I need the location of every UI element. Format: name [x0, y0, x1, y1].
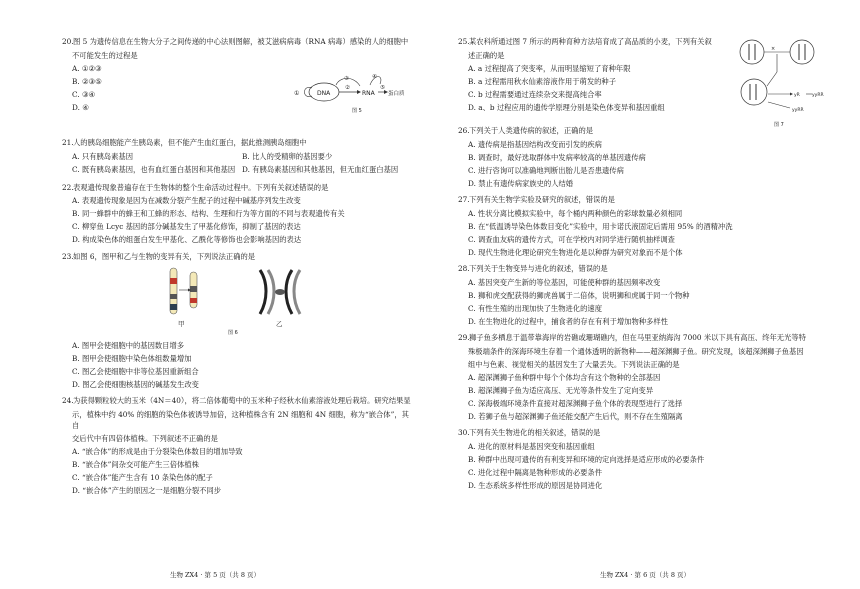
q20-option-a[interactable]: A. ①②③: [72, 63, 102, 73]
q26-option-d[interactable]: D. 禁止有遗传病家族史的人结婚: [468, 178, 574, 188]
q25-option-d[interactable]: D. a、b 过程应用的遗传学原理分别是染色体变异和基因重组: [468, 102, 665, 112]
fig7-label-yyrr-b: yyRR: [792, 108, 804, 113]
q25-option-b[interactable]: B. a 过程需用秋水仙素溶液作用于萌发的种子: [468, 76, 617, 86]
q26-option-c[interactable]: C. 进行咨询可以准确地判断出胎儿是否患遗传病: [468, 165, 624, 175]
svg-text:③: ③: [344, 76, 349, 82]
fig5-rna-label: RNA: [362, 90, 375, 97]
question-24: [62, 395, 412, 497]
q22-option-d[interactable]: D. 构成染色体的组蛋白发生甲基化、乙酰化等修饰也会影响基因的表达: [72, 235, 302, 244]
svg-text:②: ②: [345, 85, 350, 91]
question-22: [62, 182, 412, 246]
fig5-caption: 图 5: [352, 108, 362, 114]
right-column: [458, 36, 830, 496]
q27-option-b[interactable]: B. 在“低温诱导染色体数目变化”实验中，用卡诺氏液固定后需用 95% 的酒精冲洗: [468, 221, 733, 231]
q20-stem-cont: 不可能发生的过程是: [72, 50, 138, 60]
q23-option-b[interactable]: B. 图甲会使细胞中染色体组数量增加: [72, 353, 192, 363]
q24-option-b[interactable]: B. “嵌合体”间杂交可能产生三倍体植株: [72, 460, 199, 469]
question-23: [62, 251, 412, 391]
q26-stem: 26.下列关于人类遗传病的叙述，正确的是: [458, 126, 594, 135]
q24-stem: 24.为获得颗粒较大的玉米（4N＝40），将二倍体葡萄中的玉米种子经秋水仙素溶液处理后栽培。研究结果显: [62, 396, 411, 405]
question-25: [458, 36, 830, 128]
q20-option-b[interactable]: B. ②③⑤: [72, 76, 102, 86]
fig5-protein-label: 蛋白质: [388, 91, 405, 97]
q26-option-a[interactable]: A. 遗传病是指基因结构改变而引发的疾病: [468, 139, 602, 149]
right-page: [430, 0, 860, 589]
right-page-footer: 生物 ZX4 · 第 6 页（共 8 页）: [599, 571, 691, 579]
q22-option-a[interactable]: A. 表观遗传现象是因为在减数分裂产生配子的过程中碱基序列发生改变: [72, 196, 301, 205]
q21-option-c[interactable]: C. 既有胰岛素基因，也有血红蛋白基因和其他基因: [72, 164, 236, 174]
question-27: [458, 194, 830, 258]
q29-stem: 29.狮子鱼多栖息于温带靠海岸的岩礁或珊瑚礁内，但在马里亚纳海沟 7000 米以下具有高压、终年无光等特: [458, 333, 806, 342]
q27-option-d[interactable]: D. 现代生物进化理论研究生物进化是以种群为研究对象而不是个体: [468, 247, 683, 257]
q23-option-d[interactable]: D. 图乙会使细胞核基因的碱基发生改变: [72, 379, 199, 389]
q29-option-d[interactable]: D. 若狮子鱼与超深渊狮子鱼还能交配产生后代，则不存在生殖隔离: [468, 411, 683, 421]
q30-stem: 30.下列有关生物进化的相关叙述，错误的是: [458, 428, 601, 437]
q29-stem-cont-1: 殊极端条件的深海环境生存着一个通体透明的新物种——超深渊狮子鱼。研究发现，该超深渊狮子鱼基因: [468, 346, 804, 356]
q25-stem-cont: 述正确的是: [468, 50, 505, 60]
q20-option-c[interactable]: C. ③④: [72, 89, 96, 99]
q21-option-a[interactable]: A. 只有胰岛素基因: [72, 151, 133, 161]
figure-5-central-dogma: [284, 72, 412, 116]
figure-6-chromosomes: [62, 264, 412, 336]
q25-stem: 25.某农科所通过图 7 所示的两种育种方法培育成了高品质的小麦，下列有关叙: [458, 37, 712, 46]
question-30: [458, 427, 830, 491]
question-26: [458, 125, 830, 189]
q22-stem: 22.表观遗传现象普遍存在于生物体的整个生命活动过程中。下列有关叙述错误的是: [62, 182, 329, 192]
q24-option-d[interactable]: D. “嵌合体”产生的原因之一是细胞分裂不同步: [72, 486, 222, 495]
q30-option-a[interactable]: A. 进化的原材料是基因突变和基因重组: [468, 441, 595, 451]
q25-option-a[interactable]: A. a 过程提高了突变率，从而明显缩短了育种年限: [468, 63, 631, 73]
q23-option-c[interactable]: C. 图乙会使细胞中非等位基因重新组合: [72, 366, 199, 376]
q28-option-b[interactable]: B. 狮和虎交配获得的狮虎兽属于二倍体，说明狮和虎属于同一个物种: [468, 290, 690, 300]
question-28: [458, 263, 830, 327]
q21-option-d[interactable]: D. 有胰岛素基因和其他基因，但无血红蛋白基因: [242, 164, 399, 174]
q28-stem: 28.下列关于生物变异与进化的叙述，错误的是: [458, 264, 608, 273]
q30-option-b[interactable]: B. 种群中出现可遗传的有利变异和环境的定向选择是适应形成的必要条件: [468, 454, 705, 464]
fig7-label-yr: yR: [794, 93, 800, 98]
fig6-yi-label: 乙: [276, 320, 283, 328]
question-21: [62, 137, 412, 177]
q27-option-a[interactable]: A. 性状分离比模拟实验中，每个桶内两种颜色的彩球数量必须相同: [468, 208, 683, 218]
question-20: [62, 36, 412, 132]
q20-stem: 20.图 5 为遗传信息在生物大分子之间传递的中心法则图解，被艾滋病病毒（RNA 病毒）感染的人的细胞中: [62, 37, 409, 46]
figure-7-breeding: [736, 36, 830, 128]
q24-option-a[interactable]: A. “嵌合体”的形成是由于分裂染色体数目的增加导致: [72, 447, 243, 456]
q30-option-d[interactable]: D. 生态系统多样性形成的原因是协同进化: [468, 480, 603, 490]
fig7-caption: 图 7: [774, 122, 784, 128]
q24-option-c[interactable]: C. “嵌合体”能产生含有 10 条染色体的配子: [72, 473, 213, 482]
q29-option-a[interactable]: A. 超深渊狮子鱼种群中每个个体均含有这个物种的全部基因: [468, 372, 661, 382]
q22-option-c[interactable]: C. 柳穿鱼 Lcyc 基因的部分碱基发生了甲基化修饰，抑制了基因的表达: [72, 222, 301, 231]
q21-stem: 21.人的胰岛细胞能产生胰岛素，但不能产生血红蛋白，据此推测胰岛细胞中: [62, 138, 307, 147]
q27-option-c[interactable]: C. 调查血友病的遗传方式，可在学校内对同学进行随机抽样调查: [468, 234, 675, 244]
q29-option-c[interactable]: C. 深海极端环境条件直接对超深渊狮子鱼个体的表现型进行了选择: [468, 398, 683, 408]
q24-stem-cont-1: 示，植株中约 40% 的细胞的染色体被诱导加倍，这种植株含有 2N 细胞和 4N 细胞，称为“嵌合体”，其自: [72, 409, 409, 430]
q29-stem-cont-2: 组中与色素、视觉相关的基因发生了大量丢失。下列说法正确的是: [468, 359, 680, 369]
fig6-caption: 图 6: [228, 330, 238, 336]
q26-option-b[interactable]: B. 调查时，最好选取群体中发病率较高的单基因遗传病: [468, 152, 646, 162]
q23-option-a[interactable]: A. 图甲会使细胞中的基因数目增多: [72, 340, 185, 350]
q21-option-b[interactable]: B. 比人的受精卵的基因要少: [242, 151, 333, 161]
q28-option-a[interactable]: A. 基因突变产生新的等位基因，可能使种群的基因频率改变: [468, 277, 661, 287]
q28-option-c[interactable]: C. 有性生殖的出现加快了生物进化的速度: [468, 303, 603, 313]
q23-stem: 23.如图 6，图甲和乙与生物的变异有关，下列说法正确的是: [62, 251, 256, 261]
fig5-dna-label: DNA: [317, 90, 331, 97]
q29-option-b[interactable]: B. 超深渊狮子鱼为适应高压、无光等条件发生了定向变异: [468, 385, 654, 395]
q20-option-d[interactable]: D. ④: [72, 102, 89, 112]
left-column: [62, 36, 412, 502]
svg-text:⑤: ⑤: [380, 85, 385, 91]
q24-stem-cont-2: 交后代中有四倍体植株。下列叙述不正确的是: [72, 434, 218, 443]
svg-text:×: ×: [771, 46, 776, 52]
left-page-footer: 生物 ZX4 · 第 5 页（共 8 页）: [169, 571, 261, 579]
q25-option-c[interactable]: C. b 过程需要通过连续杂交来提高纯合率: [468, 89, 602, 99]
svg-text:④: ④: [372, 74, 377, 80]
question-29: [458, 332, 830, 422]
fig7-label-yyrr-a: yyRR: [812, 93, 824, 98]
q28-option-d[interactable]: D. 在生物进化的过程中，捕食者的存在有利于增加物种多样性: [468, 316, 668, 326]
fig6-jia-label: 甲: [178, 320, 185, 328]
q22-option-b[interactable]: B. 同一蜂群中的蜂王和工蜂的形态、结构、生理和行为等方面的不同与表观遗传有关: [72, 209, 345, 218]
q30-option-c[interactable]: C. 进化过程中隔离是物种形成的必要条件: [468, 467, 603, 477]
svg-text:①: ①: [294, 90, 300, 97]
q27-stem: 27.下列有关生物学实验及研究的叙述，错误的是: [458, 195, 615, 204]
